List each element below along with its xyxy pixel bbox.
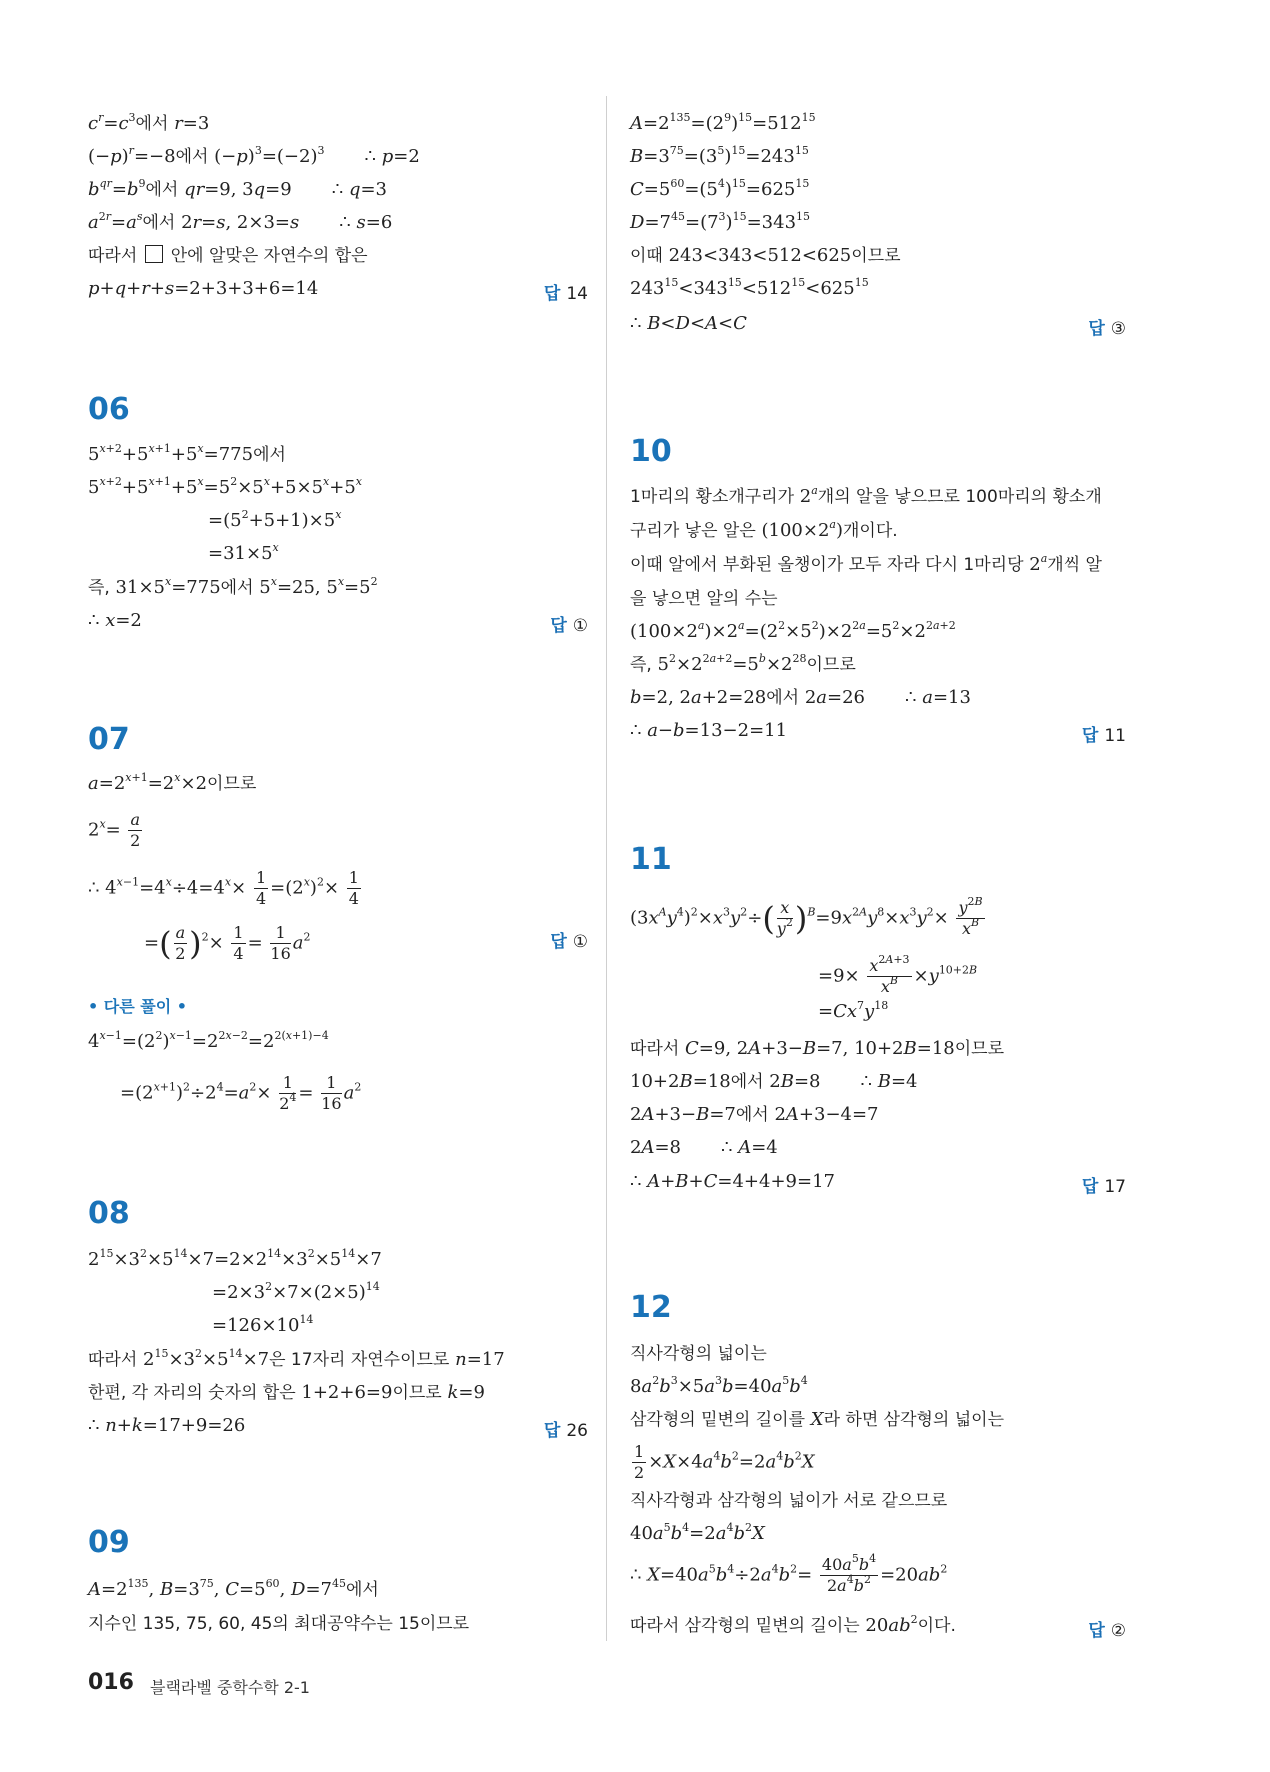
q10-line-1: 1마리의 황소개구리가 2$^a$개의 알을 낳으므로 100마리의 황소개 xyxy=(630,484,1102,507)
q12-answer: 답 ② xyxy=(1088,1621,1126,1641)
q10-line-5: $(100\times 2^a)\times 2^a=(2^2\times 5^2)\times 2^{2a}=5^2\times 2^{2a+2}$ xyxy=(630,619,956,642)
q11-line-3: $=Cx^7y^{18}$ xyxy=(818,999,889,1022)
q08-line-4: 따라서 $2^{15}\times 3^2\times 5^{14}\times 7$은 17자리 자연수이므로 n=17 xyxy=(88,1347,505,1370)
q09-r-line-5: 이때 243<343<512<625이므로 xyxy=(630,245,901,266)
q12-line-8: 따라서 삼각형의 밑변의 길이는 $20ab^2$이다. xyxy=(630,1613,956,1636)
q07-line-4: =( $\frac{a}{2}$ )$^2$× $\frac{1}{4}$ = $\frac{1}{16}$ $a^2$ xyxy=(144,923,311,963)
q06-line-6: ∴ x=2 xyxy=(88,610,142,631)
book-title: 블랙라벨 중학수학 2-1 xyxy=(150,1678,310,1697)
q10-line-2: 구리가 낳은 알은 $(100\times 2^a)$개이다. xyxy=(630,518,898,541)
q12-line-7: ∴ $X=40a^5b^4\div 2a^4b^2=$ $\frac{40a^5b^4}{2a^4b^2}$ $=20ab^2$ xyxy=(630,1552,948,1595)
q05-line-6: p+q+r+s=2+3+3+6=14 xyxy=(88,278,319,299)
question-number: 11 xyxy=(630,842,672,877)
page-number: 016 xyxy=(88,1670,134,1695)
q09-r-line-6: $243^{15}<343^{15}<512^{15}<625^{15}$ xyxy=(630,276,869,299)
q05-answer: 답 14 xyxy=(543,284,588,304)
q09-line-1: $A=2^{135}$, $B=3^{75}$, $C=5^{60}$, $D=7^{45}$에서 xyxy=(88,1577,379,1600)
q11-line-7: 2A=8 ∴ A=4 xyxy=(630,1137,778,1158)
q07-alt-line-2: $=(2^{x+1})^2\div 2^4=a^2\times$ $\frac{1}{2^4}$ = $\frac{1}{16}$ $a^2$ xyxy=(120,1073,362,1113)
q12-line-6: $40a^5b^4=2a^4b^2X$ xyxy=(630,1521,765,1544)
q08-line-2: $=2\times 3^2\times 7\times(2\times 5)^{14}$ xyxy=(212,1280,380,1303)
question-number: 09 xyxy=(88,1525,130,1560)
q10-line-3: 이때 알에서 부화된 올챙이가 모두 자라 다시 1마리당 2$^a$개씩 알 xyxy=(630,552,1102,575)
q12-line-4: $\frac{1}{2}$ $\times X\times 4a^4b^2=2a^4b^2X$ xyxy=(634,1442,815,1482)
q12-line-1: 직사각형의 넓이는 xyxy=(630,1344,767,1364)
q07-alt-line-1: $4^{x-1}=(2^2)^{x-1}=2^{2x-2}=2^{2(x+1)-4}$ xyxy=(88,1029,329,1052)
q06-line-2: $5^{x+2}+5^{x+1}+5^x=5^2\times 5^x+5\times 5^x+5^x$ xyxy=(88,475,363,498)
q08-line-6: ∴ n+k=17+9=26 xyxy=(88,1415,246,1436)
q05-line-1: $c^r=c^3$에서 r=3 xyxy=(88,111,210,134)
q09-answer: 답 ③ xyxy=(1088,319,1126,339)
q10-line-8: ∴ a−b=13−2=11 xyxy=(630,720,788,741)
q12-line-2: $8a^2b^3\times 5a^3b=40a^5b^4$ xyxy=(630,1374,808,1397)
q05-line-5: 따라서 안에 알맞은 자연수의 합은 xyxy=(88,246,368,266)
q09-r-line-1: $A=2^{135}=(2^9)^{15}=512^{15}$ xyxy=(630,111,816,134)
q07-line-1: $a=2^{x+1}=2^x\times 2$이므로 xyxy=(88,771,257,794)
question-number: 10 xyxy=(630,434,672,469)
alt-solution-label: • 다른 풀이 • xyxy=(88,997,187,1016)
q06-line-4: $=31\times 5^x$ xyxy=(208,541,279,564)
q10-answer: 답 11 xyxy=(1081,726,1126,746)
question-number: 07 xyxy=(88,722,130,757)
q11-line-5: 10+2B=18에서 2B=8 ∴ B=4 xyxy=(630,1071,918,1092)
q11-line-6: 2A+3−B=7에서 2A+3−4=7 xyxy=(630,1104,879,1125)
q06-line-5: 즉, $31\times 5^x=775$에서 $5^x=25$, $5^x=5^2$ xyxy=(88,575,378,598)
q09-r-line-2: $B=3^{75}=(3^5)^{15}=243^{15}$ xyxy=(630,144,809,167)
q08-answer: 답 26 xyxy=(543,1421,588,1441)
q11-line-1: $(3x^Ay^4)^2\times x^3y^2\div$( $\frac{x}{y^2}$ )$^B=9x^{2A}y^8\times x^3y^2\times$ $\frac{y^{2B}}{x^B}$ xyxy=(630,895,983,938)
q11-line-8: ∴ A+B+C=4+4+9=17 xyxy=(630,1171,835,1192)
q05-line-3: $b^{qr}=b^9$에서 qr=9, 3q=9 ∴ q=3 xyxy=(88,177,388,200)
q06-answer: 답 ① xyxy=(550,616,588,636)
q11-answer: 답 17 xyxy=(1081,1177,1126,1197)
q12-line-5: 직사각형과 삼각형의 넓이가 서로 같으므로 xyxy=(630,1491,948,1511)
question-number: 12 xyxy=(630,1290,672,1325)
q09-line-2: 지수인 135, 75, 60, 45의 최대공약수는 15이므로 xyxy=(88,1614,470,1634)
q05-line-2: $(-p)^r=-8$에서 $(-p)^3=(-2)^3$ ∴ p=2 xyxy=(88,144,420,167)
q09-r-line-4: $D=7^{45}=(7^3)^{15}=343^{15}$ xyxy=(630,210,811,233)
q07-line-2: $2^x=$ $\frac{a}{2}$ xyxy=(88,810,141,850)
q08-line-5: 한편, 각 자리의 숫자의 합은 1+2+6=9이므로 k=9 xyxy=(88,1382,485,1403)
question-number: 08 xyxy=(88,1196,130,1231)
q07-answer: 답 ① xyxy=(550,932,588,952)
q06-line-3: $=(5^2+5+1)\times 5^x$ xyxy=(208,508,342,531)
q06-line-1: $5^{x+2}+5^{x+1}+5^x=775$에서 xyxy=(88,442,286,465)
q11-line-2: =9× $\frac{x^{2A+3}}{x^B}$ $\times y^{10+2B}$ xyxy=(818,953,978,996)
q09-r-line-7: ∴ B<D<A<C xyxy=(630,313,747,334)
blank-box xyxy=(145,245,163,263)
q09-r-line-3: $C=5^{60}=(5^4)^{15}=625^{15}$ xyxy=(630,177,810,200)
q12-line-3: 삼각형의 밑변의 길이를 X라 하면 삼각형의 넓이는 xyxy=(630,1409,1005,1430)
q05-line-4: $a^{2r}=a^s$에서 2r=s, 2×3=s ∴ s=6 xyxy=(88,210,393,233)
q08-line-1: $2^{15}\times 3^2\times 5^{14}\times 7=2\times 2^{14}\times 3^2\times 5^{14}\times 7$ xyxy=(88,1247,382,1270)
q08-line-3: $=126\times 10^{14}$ xyxy=(212,1313,314,1336)
question-number: 06 xyxy=(88,392,130,427)
q10-line-6: 즉, $5^2\times 2^{2a+2}=5^b\times 2^{28}$이므로 xyxy=(630,652,856,675)
q11-line-4: 따라서 C=9, 2A+3−B=7, 10+2B=18이므로 xyxy=(630,1038,1005,1059)
q10-line-7: b=2, 2a+2=28에서 2a=26 ∴ a=13 xyxy=(630,687,971,708)
q10-line-4: 을 낳으면 알의 수는 xyxy=(630,589,778,609)
column-divider xyxy=(606,96,607,1641)
q07-line-3: ∴ $4^{x-1}=4^x\div 4=4^x\times$ $\frac{1}{4}$ $=(2^x)^2\times$ $\frac{1}{4}$ xyxy=(88,868,359,908)
